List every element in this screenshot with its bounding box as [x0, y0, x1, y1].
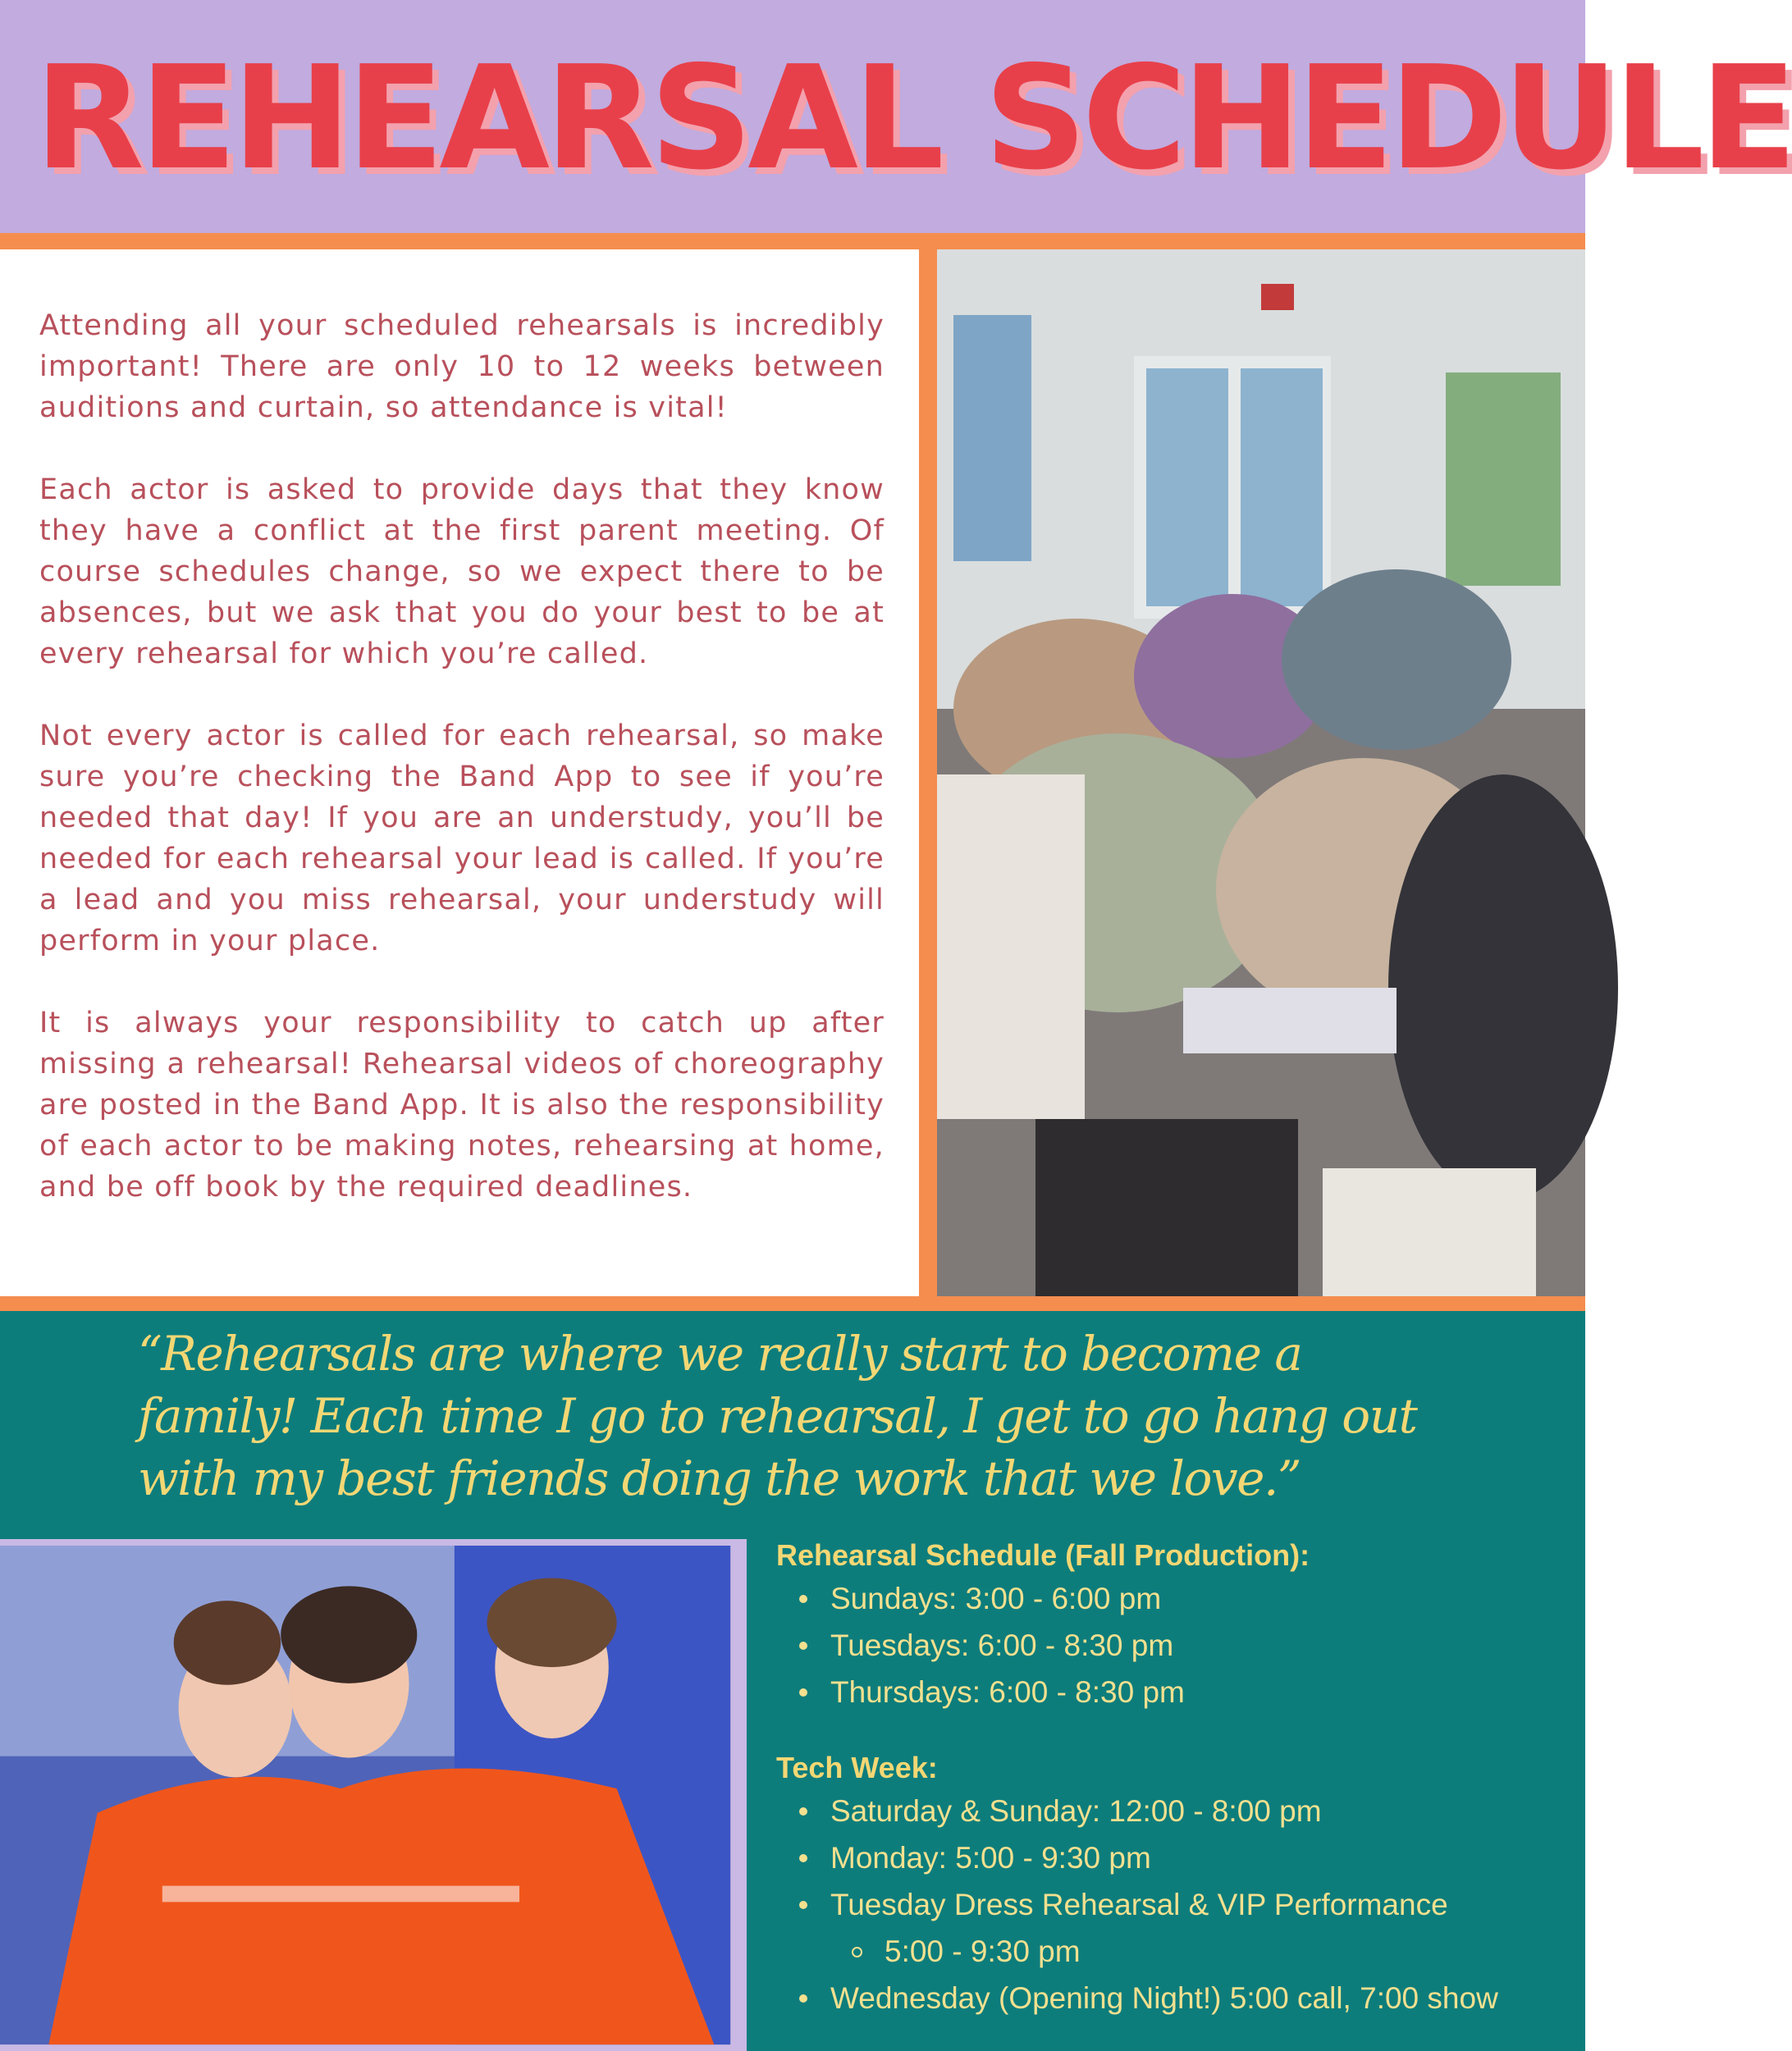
list-item: Wednesday (Opening Night!) 5:00 call, 7:00 show	[776, 1975, 1564, 2021]
header-divider	[0, 233, 1585, 249]
tech-week-list	[776, 1788, 1564, 2021]
tech-week-heading: Tech Week:	[776, 1751, 938, 1784]
list-item: Monday: 5:00 - 9:30 pm	[776, 1834, 1564, 1881]
fall-schedule-list	[776, 1575, 1564, 1715]
cast-photo	[0, 1539, 747, 2051]
intro-paragraph: Each actor is asked to provide days that they know they have a conflict at the first parent meeting. Of course schedules change, so we expect there to be absences, but we ask that you do your best to be at every rehearsal for which you’re called.	[39, 473, 885, 670]
testimonial-quote: “Rehearsals are where we really start to become a family! Each time I go to rehearsal, I get to go hang out with my best friends doing the work that we love.”	[138, 1326, 1417, 1506]
intro-paragraph: Attending all your scheduled rehearsals is incredibly important! There are only 10 to 12 weeks between auditions and curtain, so attendance is vital!	[39, 309, 885, 424]
intro-text	[39, 305, 885, 1249]
list-item: Sundays: 3:00 - 6:00 pm	[776, 1575, 1564, 1622]
header-banner	[0, 0, 1792, 233]
list-item: Saturday & Sunday: 12:00 - 8:00 pm	[776, 1788, 1564, 1834]
rehearsal-room-photo	[937, 249, 1585, 1296]
list-item: Tuesdays: 6:00 - 8:30 pm	[776, 1622, 1564, 1669]
fall-schedule-heading: Rehearsal Schedule (Fall Production):	[776, 1538, 1310, 1572]
intro-paragraph: Not every actor is called for each rehearsal, so make sure you’re checking the Band App to see if you’re needed that day! If you are an understudy, you’ll be needed for each rehearsal your lead is called. If you’re a lead and you miss rehearsal, your understudy will perform in your place.	[39, 719, 885, 957]
schedule-section	[776, 1536, 1564, 2021]
photo-frame-left	[919, 249, 937, 1311]
section-divider	[0, 1296, 1585, 1311]
page-title: REHEARSAL SCHEDULE	[34, 35, 1792, 202]
list-item: Tuesday Dress Rehearsal & VIP Performance	[776, 1881, 1564, 1928]
list-subitem: 5:00 - 9:30 pm	[776, 1928, 1564, 1975]
intro-paragraph: It is always your responsibility to catch up after missing a rehearsal! Rehearsal videos of choreography are posted in the Band App. It is also the responsibility of each actor to be making notes, rehearsing at home, and be off book by the required deadlines.	[39, 1007, 885, 1204]
list-item: Thursdays: 6:00 - 8:30 pm	[776, 1669, 1564, 1715]
